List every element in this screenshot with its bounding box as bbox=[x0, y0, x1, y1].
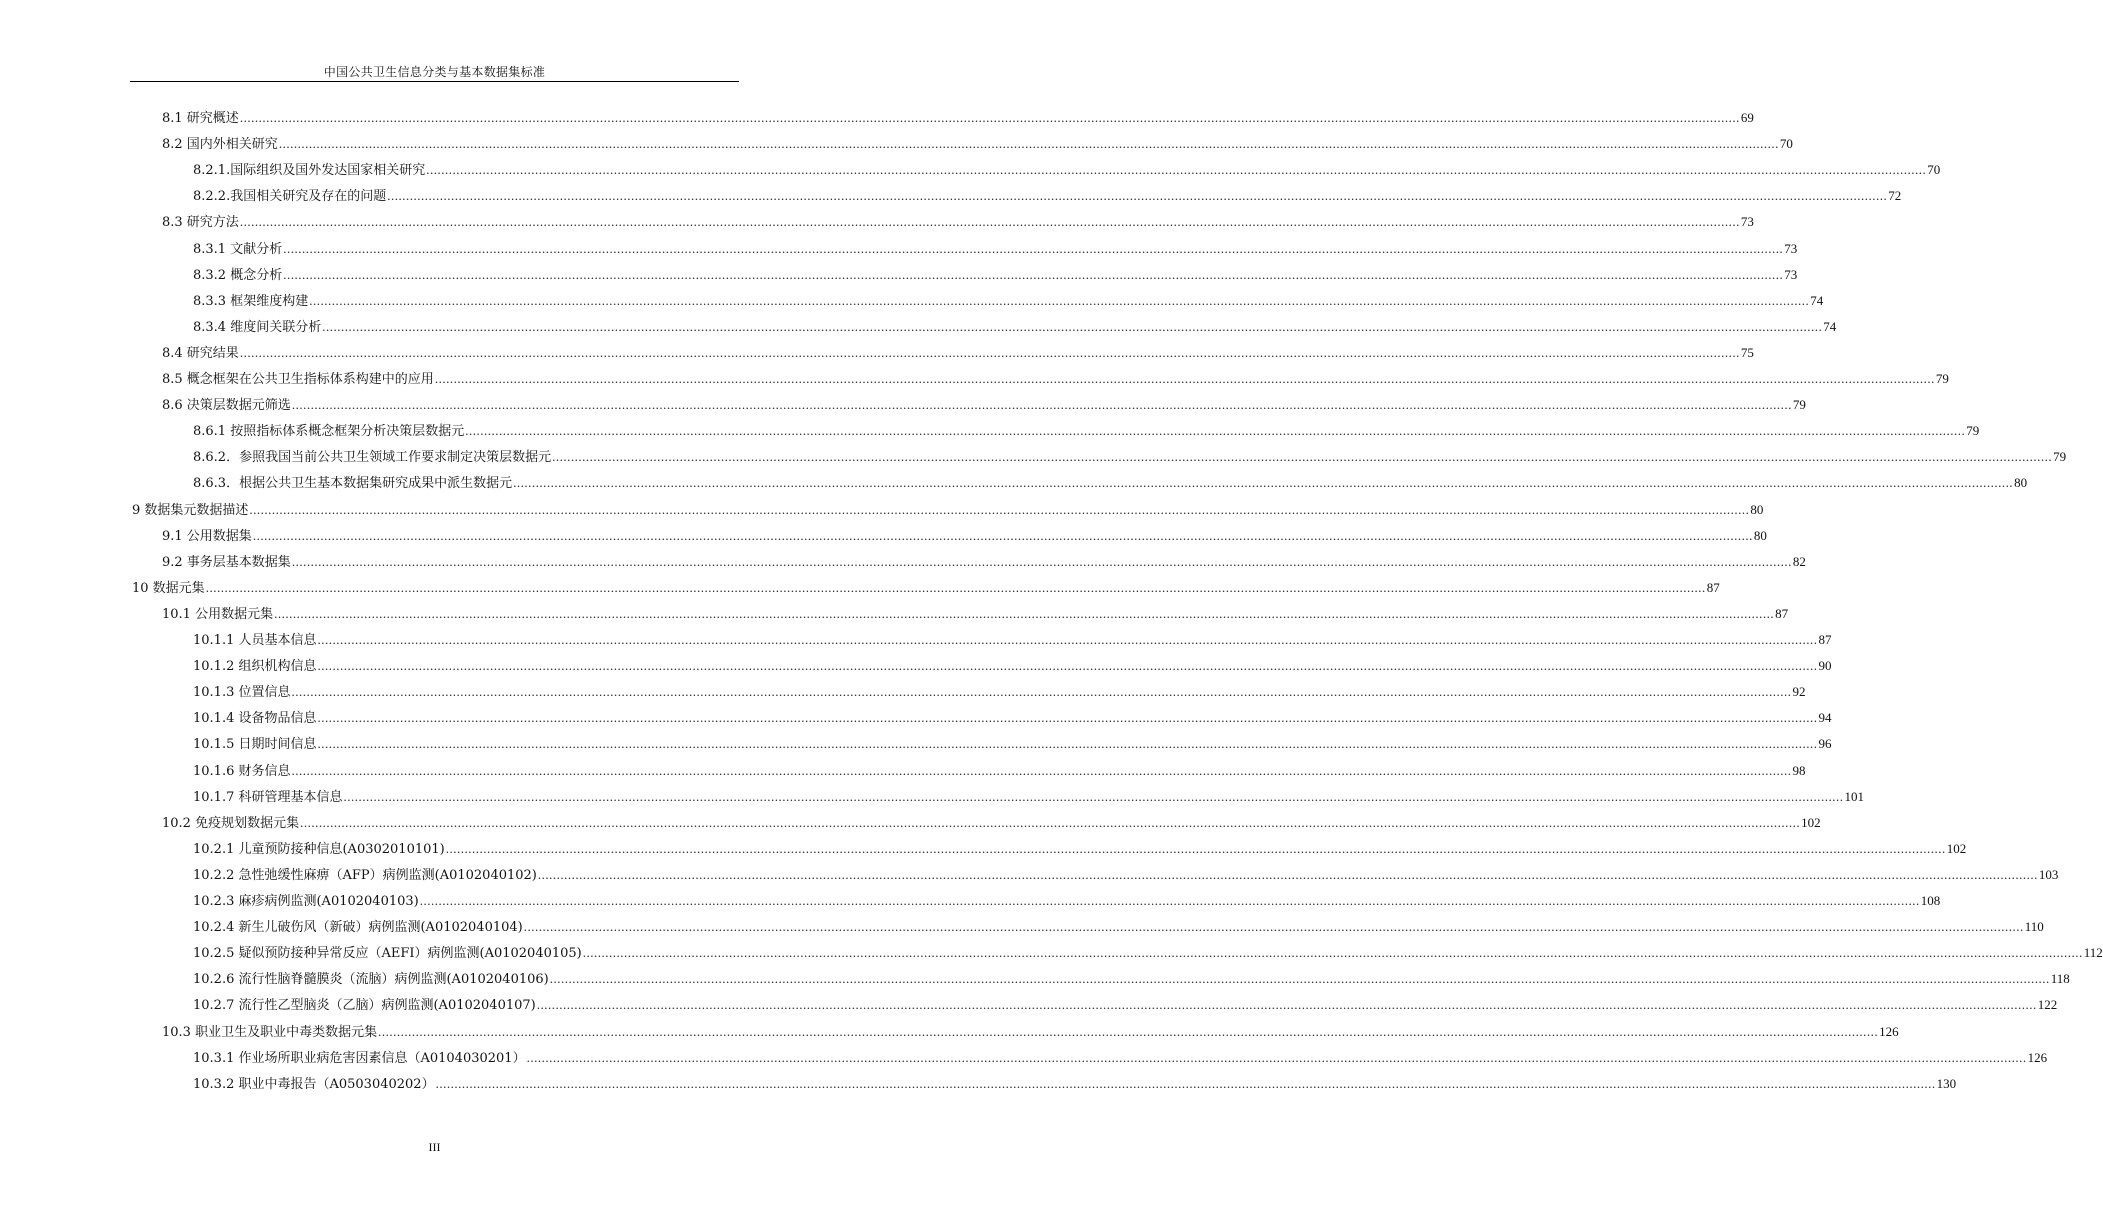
toc-entry-title: 10.1.6 财务信息 bbox=[193, 763, 291, 779]
toc-entry[interactable] bbox=[162, 813, 1821, 833]
toc-entry-title: 10.1.5 日期时间信息 bbox=[193, 737, 317, 753]
toc-entry-page: 80 bbox=[1750, 501, 1764, 517]
toc-leader-dots: ................................................................................................................................................................................................................................................................................................................................................................................................................ bbox=[419, 893, 1920, 908]
toc-leader-dots: ................................................................................................................................................................................................................................................................................................................................................................................................................ bbox=[434, 371, 1935, 386]
toc-entry-title: 10.2.7 流行性乙型脑炎（乙脑）病例监测(A0102040107) bbox=[193, 998, 536, 1014]
toc-entry[interactable] bbox=[193, 160, 1941, 180]
toc-leader-dots: ................................................................................................................................................................................................................................................................................................................................................................................................................ bbox=[278, 136, 1779, 152]
toc-entry-title: 10.3.1 作业场所职业病危害因素信息（A0104030201） bbox=[193, 1050, 526, 1066]
toc-entry[interactable] bbox=[162, 212, 1754, 232]
toc-entry[interactable] bbox=[193, 447, 2067, 467]
toc-entry-title: 10 数据元集 bbox=[132, 580, 205, 596]
header-divider bbox=[130, 81, 739, 82]
toc-entry-page: 79 bbox=[1935, 371, 1949, 386]
toc-entry[interactable] bbox=[132, 578, 1720, 598]
toc-entry[interactable] bbox=[162, 108, 1754, 128]
toc-leader-dots: ................................................................................................................................................................................................................................................................................................................................................................................................................ bbox=[549, 971, 2050, 987]
toc-entry-page: 122 bbox=[2037, 997, 2058, 1013]
toc-entry-title: 10.2.5 疑似预防接种异常反应（AEFI）病例监测(A0102040105) bbox=[193, 946, 582, 962]
toc-entry-title: 8.6.2．参照我国当前公共卫生领域工作要求制定决策层数据元 bbox=[193, 450, 552, 466]
toc-entry[interactable] bbox=[193, 891, 1941, 911]
toc-entry-page: 74 bbox=[1810, 292, 1824, 308]
toc-leader-dots: ................................................................................................................................................................................................................................................................................................................................................................................................................ bbox=[252, 527, 1753, 543]
toc-leader-dots: ................................................................................................................................................................................................................................................................................................................................................................................................................ bbox=[387, 188, 1888, 204]
toc-entry-page: 90 bbox=[1818, 658, 1832, 674]
toc-entry[interactable] bbox=[193, 865, 2059, 885]
toc-leader-dots: ................................................................................................................................................................................................................................................................................................................................................................................................................ bbox=[291, 684, 1792, 700]
toc-leader-dots: ................................................................................................................................................................................................................................................................................................................................................................................................................ bbox=[291, 762, 1792, 778]
toc-entry-title: 10.2.6 流行性脑脊髓膜炎（流脑）病例监测(A0102040106) bbox=[193, 972, 549, 988]
toc-entry[interactable] bbox=[162, 1022, 1899, 1042]
toc-entry-page: 94 bbox=[1818, 710, 1832, 726]
toc-entry[interactable] bbox=[193, 917, 2044, 937]
toc-entry-page: 75 bbox=[1740, 344, 1754, 360]
toc-entry[interactable] bbox=[193, 1048, 2048, 1068]
toc-leader-dots: ................................................................................................................................................................................................................................................................................................................................................................................................................ bbox=[582, 945, 2083, 961]
toc-entry-page: 73 bbox=[1784, 266, 1798, 282]
toc-entry-page: 110 bbox=[2024, 919, 2044, 935]
toc-leader-dots: ................................................................................................................................................................................................................................................................................................................................................................................................................ bbox=[426, 162, 1927, 178]
toc-leader-dots: ................................................................................................................................................................................................................................................................................................................................................................................................................ bbox=[283, 266, 1784, 282]
toc-entry[interactable] bbox=[162, 604, 1789, 624]
toc-leader-dots: ................................................................................................................................................................................................................................................................................................................................................................................................................ bbox=[239, 110, 1740, 125]
toc-entry[interactable] bbox=[193, 943, 2103, 963]
toc-entry[interactable] bbox=[193, 186, 1902, 206]
toc-entry-page: 96 bbox=[1818, 736, 1832, 752]
toc-entry-title: 8.3.4 维度间关联分析 bbox=[193, 319, 322, 335]
toc-entry[interactable] bbox=[193, 787, 1864, 807]
toc-entry-page: 87 bbox=[1706, 579, 1720, 595]
toc-entry-title: 10.3.2 职业中毒报告（A0503040202） bbox=[193, 1076, 435, 1092]
toc-entry[interactable] bbox=[132, 500, 1764, 520]
toc-entry-page: 80 bbox=[1753, 527, 1767, 543]
toc-leader-dots: ................................................................................................................................................................................................................................................................................................................................................................................................................ bbox=[317, 632, 1818, 647]
toc-entry-title: 8.6.3．根据公共卫生基本数据集研究成果中派生数据元 bbox=[193, 476, 513, 492]
toc-entry[interactable] bbox=[162, 369, 1949, 389]
toc-leader-dots: ................................................................................................................................................................................................................................................................................................................................................................................................................ bbox=[465, 423, 1966, 439]
toc-leader-dots: ................................................................................................................................................................................................................................................................................................................................................................................................................ bbox=[435, 1075, 1936, 1091]
toc-leader-dots: ................................................................................................................................................................................................................................................................................................................................................................................................................ bbox=[536, 997, 2037, 1013]
toc-entry[interactable] bbox=[193, 265, 1798, 285]
toc-leader-dots: ................................................................................................................................................................................................................................................................................................................................................................................................................ bbox=[552, 449, 2053, 465]
toc-entry[interactable] bbox=[162, 395, 1806, 415]
toc-entry-title: 9.1 公用数据集 bbox=[162, 528, 252, 544]
toc-entry[interactable] bbox=[193, 995, 2058, 1015]
toc-entry[interactable] bbox=[193, 839, 1967, 859]
toc-entry[interactable] bbox=[193, 291, 1824, 311]
toc-entry-title: 10.1.7 科研管理基本信息 bbox=[193, 789, 343, 805]
toc-leader-dots: ................................................................................................................................................................................................................................................................................................................................................................................................................ bbox=[291, 553, 1792, 569]
toc-entry-title: 9 数据集元数据描述 bbox=[132, 502, 249, 518]
toc-leader-dots: ................................................................................................................................................................................................................................................................................................................................................................................................................ bbox=[537, 866, 2038, 882]
toc-entry-page: 70 bbox=[1779, 136, 1793, 152]
toc-leader-dots: ................................................................................................................................................................................................................................................................................................................................................................................................................ bbox=[291, 397, 1792, 413]
toc-leader-dots: ................................................................................................................................................................................................................................................................................................................................................................................................................ bbox=[309, 292, 1810, 308]
toc-entry-page: 98 bbox=[1792, 762, 1806, 778]
toc-entry[interactable] bbox=[193, 1074, 1957, 1094]
toc-leader-dots: ................................................................................................................................................................................................................................................................................................................................................................................................................ bbox=[526, 1049, 2027, 1065]
toc-entry-title: 8.2.1.国际组织及国外发达国家相关研究 bbox=[193, 163, 426, 179]
toc-entry-title: 10.2.2 急性弛缓性麻痹（AFP）病例监测(A0102040102) bbox=[193, 867, 537, 883]
toc-entry[interactable] bbox=[162, 526, 1767, 546]
toc-leader-dots: ................................................................................................................................................................................................................................................................................................................................................................................................................ bbox=[513, 475, 2014, 491]
toc-entry-title: 8.3.3 框架维度构建 bbox=[193, 293, 309, 309]
document-title: 中国公共卫生信息分类与基本数据集标准 bbox=[323, 65, 546, 79]
toc-leader-dots: ................................................................................................................................................................................................................................................................................................................................................................................................................ bbox=[239, 344, 1740, 360]
toc-leader-dots: ................................................................................................................................................................................................................................................................................................................................................................................................................ bbox=[343, 788, 1844, 804]
toc-entry-page: 108 bbox=[1920, 893, 1941, 908]
toc-leader-dots: ................................................................................................................................................................................................................................................................................................................................................................................................................ bbox=[205, 579, 1706, 595]
toc-entry-page: 87 bbox=[1818, 632, 1832, 647]
toc-entry-title: 10.1.3 位置信息 bbox=[193, 685, 291, 701]
toc-entry-title: 8.5 概念框架在公共卫生指标体系构建中的应用 bbox=[162, 372, 434, 387]
toc-entry-page: 102 bbox=[1801, 814, 1821, 830]
toc-entry-page: 126 bbox=[1879, 1023, 1899, 1039]
toc-entry[interactable] bbox=[193, 317, 1837, 337]
toc-entry[interactable] bbox=[193, 239, 1798, 259]
toc-leader-dots: ................................................................................................................................................................................................................................................................................................................................................................................................................ bbox=[249, 501, 1750, 517]
toc-leader-dots: ................................................................................................................................................................................................................................................................................................................................................................................................................ bbox=[378, 1023, 1879, 1039]
toc-entry-title: 8.3.2 概念分析 bbox=[193, 267, 283, 283]
toc-entry-title: 10.2.4 新生儿破伤风（新破）病例监测(A0102040104) bbox=[193, 920, 523, 936]
toc-entry[interactable] bbox=[193, 656, 1832, 676]
toc-leader-dots: ................................................................................................................................................................................................................................................................................................................................................................................................................ bbox=[317, 710, 1818, 726]
toc-entry-page: 101 bbox=[1844, 788, 1864, 804]
toc-leader-dots: ................................................................................................................................................................................................................................................................................................................................................................................................................ bbox=[322, 318, 1823, 334]
toc-entry-page: 74 bbox=[1823, 318, 1837, 334]
toc-entry[interactable] bbox=[162, 343, 1754, 363]
toc-entry[interactable] bbox=[193, 734, 1832, 754]
toc-leader-dots: ................................................................................................................................................................................................................................................................................................................................................................................................................ bbox=[523, 919, 2024, 935]
toc-entry-title: 8.6 决策层数据元筛选 bbox=[162, 398, 291, 414]
toc-leader-dots: ................................................................................................................................................................................................................................................................................................................................................................................................................ bbox=[317, 658, 1818, 674]
toc-entry-title: 8.4 研究结果 bbox=[162, 345, 239, 361]
toc-entry-page: 130 bbox=[1936, 1075, 1957, 1091]
page-number: III bbox=[428, 1140, 441, 1154]
toc-entry-title: 10.1.1 人员基本信息 bbox=[193, 633, 317, 648]
toc-entry-page: 92 bbox=[1792, 684, 1806, 700]
toc-entry-title: 10.2 免疫规划数据元集 bbox=[162, 815, 300, 831]
toc-entry-page: 73 bbox=[1784, 240, 1798, 256]
toc-entry-page: 79 bbox=[1792, 397, 1806, 413]
toc-entry-title: 8.1 研究概述 bbox=[162, 111, 239, 126]
toc-entry-title: 8.3.1 文献分析 bbox=[193, 241, 283, 257]
toc-entry-title: 10.1 公用数据元集 bbox=[162, 606, 274, 622]
toc-entry-title: 8.3 研究方法 bbox=[162, 215, 239, 231]
toc-entry-page: 112 bbox=[2083, 945, 2103, 961]
toc-entry-page: 72 bbox=[1888, 188, 1902, 204]
toc-entry-page: 69 bbox=[1740, 110, 1754, 125]
toc-entry[interactable] bbox=[193, 473, 2028, 493]
toc-entry[interactable] bbox=[193, 682, 1806, 702]
toc-leader-dots: ................................................................................................................................................................................................................................................................................................................................................................................................................ bbox=[300, 814, 1801, 830]
toc-entry-page: 103 bbox=[2038, 866, 2059, 882]
toc-entry-page: 118 bbox=[2050, 971, 2070, 987]
toc-entry[interactable] bbox=[193, 761, 1806, 781]
toc-entry-page: 126 bbox=[2027, 1049, 2048, 1065]
toc-entry-title: 10.2.1 儿童预防接种信息(A0302010101) bbox=[193, 841, 445, 857]
toc-entry-title: 10.1.4 设备物品信息 bbox=[193, 711, 317, 727]
toc-leader-dots: ................................................................................................................................................................................................................................................................................................................................................................................................................ bbox=[445, 840, 1946, 856]
toc-leader-dots: ................................................................................................................................................................................................................................................................................................................................................................................................................ bbox=[317, 736, 1818, 752]
toc-entry-page: 73 bbox=[1740, 214, 1754, 230]
toc-entry[interactable] bbox=[193, 630, 1832, 650]
toc-leader-dots: ................................................................................................................................................................................................................................................................................................................................................................................................................ bbox=[239, 214, 1740, 230]
toc-entry-page: 87 bbox=[1775, 605, 1789, 621]
toc-entry-page: 79 bbox=[2053, 449, 2067, 465]
toc-entry-page: 102 bbox=[1946, 840, 1967, 856]
toc-entry-title: 10.2.3 麻疹病例监测(A0102040103) bbox=[193, 894, 419, 909]
toc-entry-page: 80 bbox=[2014, 475, 2028, 491]
toc-entry-title: 10.1.2 组织机构信息 bbox=[193, 659, 317, 675]
toc-entry-title: 10.3 职业卫生及职业中毒类数据元集 bbox=[162, 1024, 378, 1040]
toc-entry-title: 8.2 国内外相关研究 bbox=[162, 137, 278, 153]
toc-entry[interactable] bbox=[162, 134, 1793, 154]
toc-leader-dots: ................................................................................................................................................................................................................................................................................................................................................................................................................ bbox=[283, 240, 1784, 256]
toc-entry[interactable] bbox=[193, 969, 2070, 989]
toc-entry-page: 79 bbox=[1966, 423, 1980, 439]
toc-entry-page: 82 bbox=[1792, 553, 1806, 569]
toc-entry[interactable] bbox=[193, 708, 1832, 728]
toc-entry-title: 8.6.1 按照指标体系概念框架分析决策层数据元 bbox=[193, 424, 465, 440]
toc-leader-dots: ................................................................................................................................................................................................................................................................................................................................................................................................................ bbox=[274, 605, 1775, 621]
toc-entry[interactable] bbox=[162, 552, 1806, 572]
toc-entry-title: 9.2 事务层基本数据集 bbox=[162, 554, 291, 570]
toc-entry[interactable] bbox=[193, 421, 1980, 441]
toc-entry-title: 8.2.2.我国相关研究及存在的问题 bbox=[193, 189, 387, 205]
toc-entry-page: 70 bbox=[1927, 162, 1941, 178]
